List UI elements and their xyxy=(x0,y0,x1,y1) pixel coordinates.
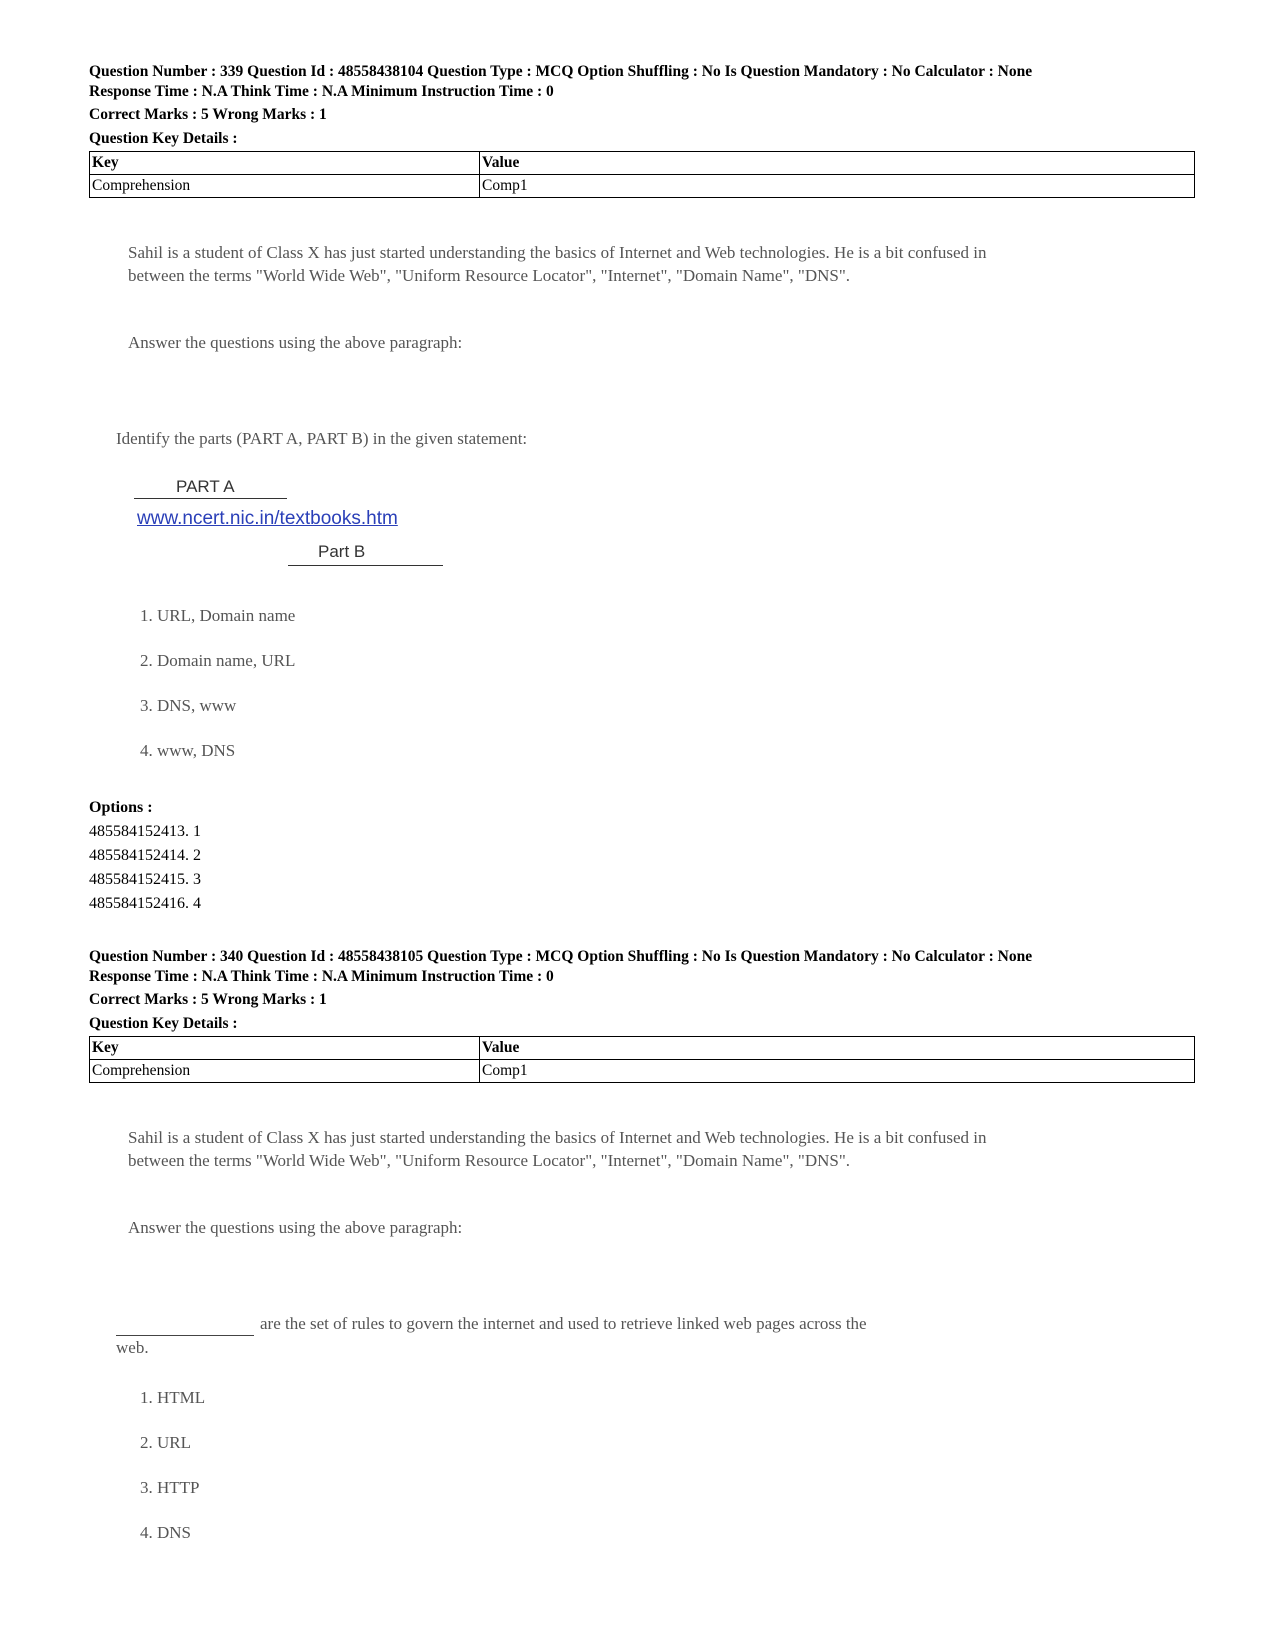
instruction-text: Answer the questions using the above paragraph: xyxy=(128,333,463,352)
table-header-value: Value xyxy=(480,152,1195,175)
statement-text: Identify the parts (PART A, PART B) in the given statement: xyxy=(116,429,528,448)
statement-text xyxy=(116,1312,986,1359)
marks-line: Correct Marks : 5 Wrong Marks : 1 xyxy=(89,991,327,1008)
option-item[interactable]: 485584152413. 1 xyxy=(89,823,201,840)
choice-1: 1. URL, Domain name xyxy=(140,606,296,625)
passage-text: Sahil is a student of Class X has just started understanding the basics of Internet and Web technologies. He is a bit confused in between the terms "World Wide Web", "Uniform Resource Locator", "Internet", "Domain Name", "DNS". xyxy=(128,1128,987,1170)
option-item[interactable]: 485584152414. 2 xyxy=(89,847,201,864)
choice-4: 4. DNS xyxy=(140,1523,192,1542)
options-label: Options : xyxy=(89,799,153,816)
table-row xyxy=(90,175,1195,198)
table-cell-value: Comp1 xyxy=(480,175,1195,198)
table-cell-key: Comprehension xyxy=(90,175,480,198)
marks-line: Correct Marks : 5 Wrong Marks : 1 xyxy=(89,106,327,123)
option-item[interactable]: 485584152416. 4 xyxy=(89,895,201,912)
part-b-label: Part B xyxy=(318,542,366,561)
statement-end: web. xyxy=(116,1338,149,1357)
table-row xyxy=(90,1060,1195,1083)
passage-text: Sahil is a student of Class X has just started understanding the basics of Internet and Web technologies. He is a bit confused in between the terms "World Wide Web", "Uniform Resource Locator", "Internet", "Domain Name", "DNS". xyxy=(128,243,987,285)
choice-3: 3. DNS, www xyxy=(140,696,237,715)
table-header-row xyxy=(90,152,1195,175)
part-a-underline xyxy=(134,498,287,499)
statement-rest: are the set of rules to govern the internet and used to retrieve linked web pages across the xyxy=(260,1314,867,1333)
question-339-header xyxy=(89,62,1195,198)
option-item[interactable]: 485584152415. 3 xyxy=(89,871,201,888)
url-link[interactable]: www.ncert.nic.in/textbooks.htm xyxy=(137,508,398,529)
part-b-underline xyxy=(288,565,443,566)
choice-3: 3. HTTP xyxy=(140,1478,200,1497)
table-header-value: Value xyxy=(480,1037,1195,1060)
choice-2: 2. URL xyxy=(140,1433,191,1452)
part-a-label: PART A xyxy=(176,477,235,496)
table-header-key: Key xyxy=(90,1037,480,1060)
question-meta-line1: Question Number : 339 Question Id : 48558438104 Question Type : MCQ Option Shuffling : No Is Question Mandatory : No Calculator : None xyxy=(89,63,1033,80)
question-meta-line2: Response Time : N.A Think Time : N.A Minimum Instruction Time : 0 xyxy=(89,968,554,985)
key-details-table xyxy=(89,1036,1195,1083)
key-details-table xyxy=(89,151,1195,198)
instruction-text: Answer the questions using the above paragraph: xyxy=(128,1218,463,1237)
question-340-header xyxy=(89,947,1195,1083)
choice-4: 4. www, DNS xyxy=(140,741,236,760)
choice-2: 2. Domain name, URL xyxy=(140,651,296,670)
answer-blank xyxy=(116,1312,254,1336)
key-details-label: Question Key Details : xyxy=(89,1015,238,1032)
choice-1: 1. HTML xyxy=(140,1388,206,1407)
table-header-key: Key xyxy=(90,152,480,175)
table-cell-value: Comp1 xyxy=(480,1060,1195,1083)
table-cell-key: Comprehension xyxy=(90,1060,480,1083)
key-details-label: Question Key Details : xyxy=(89,130,238,147)
options-block xyxy=(89,796,201,916)
question-meta-line1: Question Number : 340 Question Id : 48558438105 Question Type : MCQ Option Shuffling : No Is Question Mandatory : No Calculator : None xyxy=(89,948,1033,965)
table-header-row xyxy=(90,1037,1195,1060)
question-meta-line2: Response Time : N.A Think Time : N.A Minimum Instruction Time : 0 xyxy=(89,83,554,100)
